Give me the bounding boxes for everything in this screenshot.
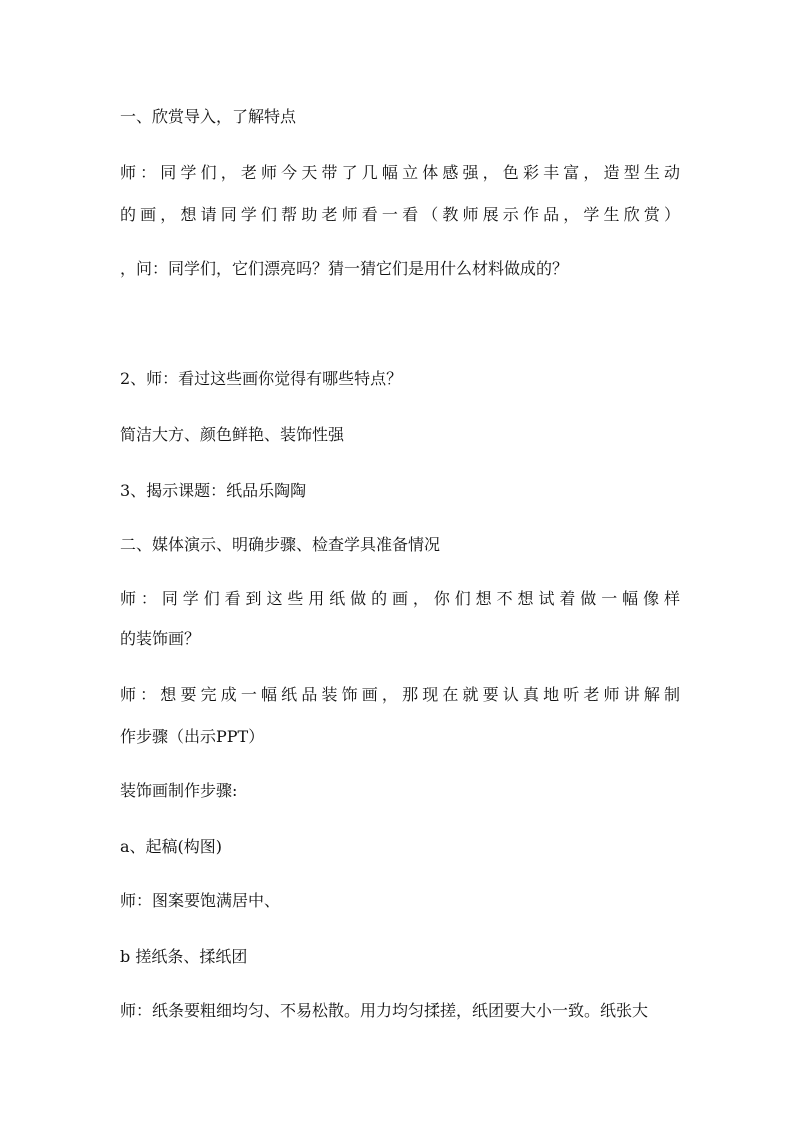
paragraph-line: 的装饰画？ [120, 629, 201, 648]
paragraph-line: 装饰画制作步骤: [120, 781, 238, 800]
paragraph-line: 师：同学们看到这些用纸做的画，你们想不想试着做一幅像样 [120, 589, 680, 608]
paragraph-line: 师：图案要饱满居中、 [120, 891, 281, 910]
paragraph-line: a、起稿(构图) [120, 837, 223, 856]
paragraph-line: 的画，想请同学们帮助老师看一看（教师展示作品，学生欣赏） [120, 205, 680, 224]
paragraph-line: ，问：同学们，它们漂亮吗？猜一猜它们是用什么材料做成的？ [120, 259, 569, 278]
heading-media-demo: 二、媒体演示、明确步骤、检查学具准备情况 [120, 535, 441, 554]
paragraph-line: 2、师：看过这些画你觉得有哪些特点？ [120, 369, 403, 388]
paragraph-line: 师：纸条要粗细均匀、不易松散。用力均匀揉搓，纸团要大小一致。纸张大 [120, 1001, 649, 1020]
paragraph-line: 师：想要完成一幅纸品装饰画，那现在就要认真地听老师讲解制 [120, 685, 680, 704]
heading-appreciation-intro: 一、欣赏导入，了解特点 [120, 107, 297, 126]
paragraph-line: 作步骤（出示PPT） [120, 727, 265, 746]
paragraph-line: 师：同学们，老师今天带了几幅立体感强，色彩丰富，造型生动 [120, 163, 680, 182]
paragraph-line: 简洁大方、颜色鲜艳、装饰性强 [120, 425, 345, 444]
paragraph-line: 3、揭示课题：纸品乐陶陶 [120, 481, 307, 500]
paragraph-line: b 搓纸条、揉纸团 [120, 947, 248, 966]
